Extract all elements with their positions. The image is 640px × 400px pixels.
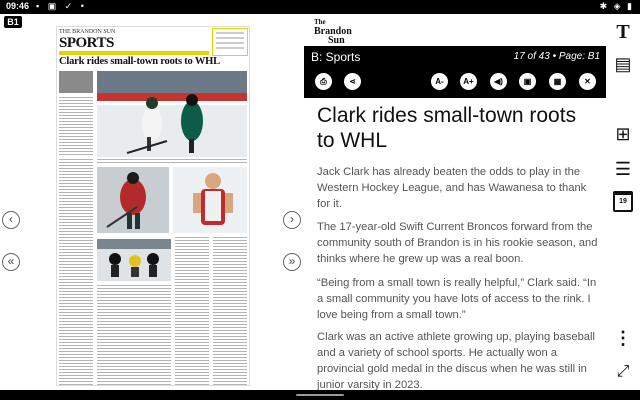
page-badge: B1 <box>4 16 22 28</box>
last-page-button[interactable] <box>283 253 301 271</box>
status-time: 09:46 <box>6 1 30 11</box>
paper-accent-bar <box>59 51 209 55</box>
calendar-button[interactable] <box>611 190 635 214</box>
article-paragraph: “Being from a small town is really helpful,” Clark said. “In a small community you have lots of access to the rink. I love being from a small town.” <box>317 277 597 321</box>
brand-logo-brandon: Brandon <box>314 26 352 37</box>
main-photo <box>97 71 247 157</box>
next-page-button[interactable] <box>283 211 301 229</box>
newspaper-page[interactable] <box>56 26 250 386</box>
list-view-button[interactable] <box>611 157 635 181</box>
fullscreen-icon: ⤢ <box>616 363 630 380</box>
fullscreen-button[interactable] <box>611 360 635 384</box>
navigation-bar <box>0 390 640 400</box>
share-button[interactable] <box>344 73 361 90</box>
paper-brand-line: THE BRANDON SUN <box>59 29 116 35</box>
chevron-right-icon: › <box>290 212 294 226</box>
text-column <box>59 159 93 385</box>
double-chevron-right-icon: » <box>288 254 296 268</box>
print-button[interactable] <box>315 73 332 90</box>
speaker-icon: ◀) <box>494 77 503 86</box>
status-bar <box>0 0 640 14</box>
text-column <box>97 285 171 385</box>
text-icon: T <box>616 21 630 43</box>
home-indicator[interactable] <box>296 394 344 396</box>
font-smaller-button[interactable]: A- <box>431 73 448 90</box>
share-icon: ⋖ <box>349 77 356 86</box>
text-view-button[interactable] <box>611 20 635 44</box>
close-button[interactable] <box>579 73 596 90</box>
notification-icons: ▪ ▣ ✓ • <box>36 1 87 11</box>
double-chevron-left-icon: « <box>7 254 15 268</box>
article-paragraph: Jack Clark has already beaten the odds to play in the Western Hockey League, and has Wawanesa to thank for it. <box>317 166 587 210</box>
brand-logo-the: The <box>314 18 326 26</box>
text-column <box>175 237 209 385</box>
paper-headline: Clark rides small-town roots to WHL <box>59 56 220 67</box>
image-icon: ▣ <box>523 77 532 86</box>
printer-icon: ⎙ <box>320 77 327 86</box>
paper-section-title: SPORTS <box>59 35 114 51</box>
game-photo <box>97 239 171 281</box>
layout-icon: ▦ <box>553 77 562 86</box>
system-icons: ✱ ◈ ▮ <box>599 1 634 11</box>
more-options-button[interactable] <box>611 326 635 350</box>
grid-view-button[interactable] <box>611 122 635 146</box>
font-larger-button[interactable]: A+ <box>460 73 477 90</box>
more-vertical-icon: ⋮ <box>614 328 632 348</box>
photo-caption <box>97 159 247 165</box>
text-column <box>213 237 247 385</box>
paper-info-box <box>212 28 248 56</box>
chevron-left-icon: ‹ <box>9 212 13 226</box>
text-column <box>59 97 93 155</box>
brand-logo-sun: Sun <box>328 35 345 46</box>
calendar-icon: 19 <box>613 191 633 212</box>
right-rail <box>606 14 640 390</box>
close-icon: ✕ <box>584 77 591 86</box>
article-paragraph: The 17-year-old Swift Current Broncos forward from the community south of Brandon is in his rookie season, and thinks where he grew up was a real boon. <box>317 221 598 265</box>
article-title: Clark rides small-town roots to WHL <box>317 104 577 152</box>
article-paragraph: Clark was an active athlete growing up, playing baseball and a variety of school sports. He actually won a provincial gold medal in the discus when he was still in junior varsity in 2023. <box>317 331 595 390</box>
audio-button[interactable] <box>490 73 507 90</box>
page-info: 17 of 43 • Page: B1 <box>513 51 600 62</box>
layout-button[interactable] <box>549 73 566 90</box>
page-view-button[interactable] <box>611 52 635 76</box>
player-photo <box>97 167 169 233</box>
section-label: B: Sports <box>311 50 361 64</box>
grid-icon: ⊞ <box>615 124 631 144</box>
article-body[interactable] <box>304 98 606 390</box>
image-button[interactable] <box>519 73 536 90</box>
first-page-button[interactable] <box>2 253 20 271</box>
article-toolbar <box>304 46 606 98</box>
brand-logo <box>314 18 352 45</box>
list-icon: ☰ <box>614 159 632 179</box>
newspaper-icon: ▤ <box>614 54 632 74</box>
prev-page-button[interactable] <box>2 211 20 229</box>
columnist-photo <box>59 71 93 93</box>
athlete-photo <box>173 167 247 233</box>
